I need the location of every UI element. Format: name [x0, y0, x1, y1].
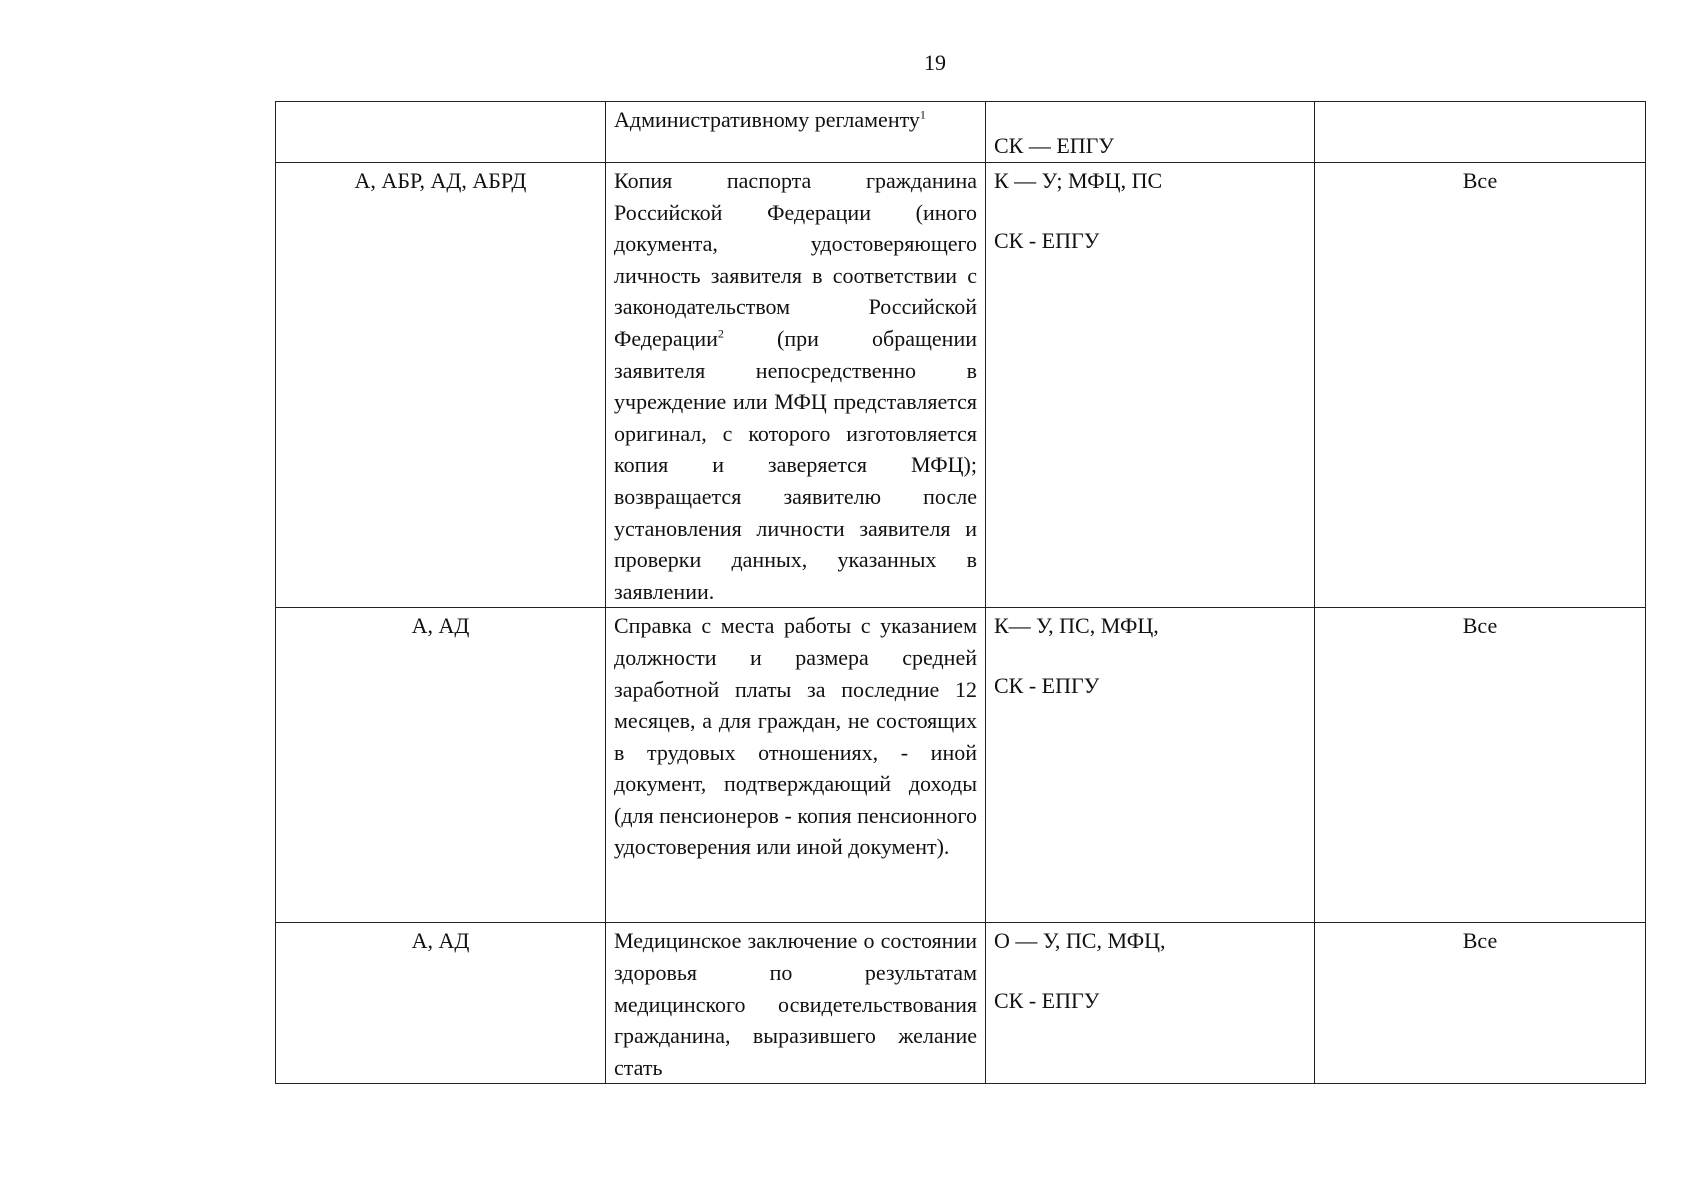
applies-cell: Все — [1315, 923, 1646, 1084]
form-electronic: СК - ЕПГУ — [994, 987, 1100, 1013]
categories-cell: А, АБР, АД, АБРД — [276, 163, 606, 608]
form-cell — [986, 923, 1315, 1084]
table-row — [276, 163, 1646, 608]
table-row — [276, 923, 1646, 1084]
applies-cell: Все — [1315, 608, 1646, 923]
header-cell-regulation — [606, 102, 986, 163]
footnote-mark: 1 — [919, 107, 926, 122]
header-cell-empty — [276, 102, 606, 163]
form-primary: К— У, ПС, МФЦ, — [994, 613, 1159, 639]
document-cell — [606, 163, 986, 608]
table-row — [276, 608, 1646, 923]
categories-cell: А, АД — [276, 923, 606, 1084]
document-cell: Медицинское заключение о состоянии здоровья по результатам медицинского освидетельствования гражданина, выразившего желание стать — [606, 923, 986, 1084]
categories-cell: А, АД — [276, 608, 606, 923]
form-primary: О — У, ПС, МФЦ, — [994, 928, 1166, 954]
header-cell-form — [986, 102, 1315, 163]
document-text: Копия паспорта гражданина Российской Федерации (иного документа, удостоверяющего личность заявителя в соответствии с законодательством Российской Федерации — [614, 168, 977, 351]
document-cell: Справка с места работы с указанием должности и размера средней заработной платы за последние 12 месяцев, а для граждан, не состоящих в трудовых отношениях, - иной документ, подтверждающий доходы (для пенсионеров - копия пенсионного удостоверения или иной документ). — [606, 608, 986, 923]
form-electronic: СК - ЕПГУ — [994, 227, 1100, 253]
page-number: 19 — [924, 50, 946, 75]
form-cell — [986, 163, 1315, 608]
documents-table — [275, 101, 1646, 1084]
footnote-mark: 2 — [717, 326, 724, 341]
table-header-row — [276, 102, 1646, 163]
header-regulation-text: Административному регламенту — [614, 107, 920, 132]
form-primary: К — У; МФЦ, ПС — [994, 168, 1163, 193]
header-cell-applies — [1315, 102, 1646, 163]
form-electronic: СК - ЕПГУ — [994, 672, 1100, 698]
form-cell — [986, 608, 1315, 923]
header-form-text: СК — ЕПГУ — [994, 133, 1114, 159]
applies-cell: Все — [1315, 163, 1646, 608]
document-text-rest: (при обращении заявителя непосредственно в учреждение или МФЦ представляется оригинал, с которого изготовляется копия и заверяется МФЦ); возвращается заявителю после установления личности заявителя и проверки данных, указанных в заявлении. — [614, 325, 977, 604]
